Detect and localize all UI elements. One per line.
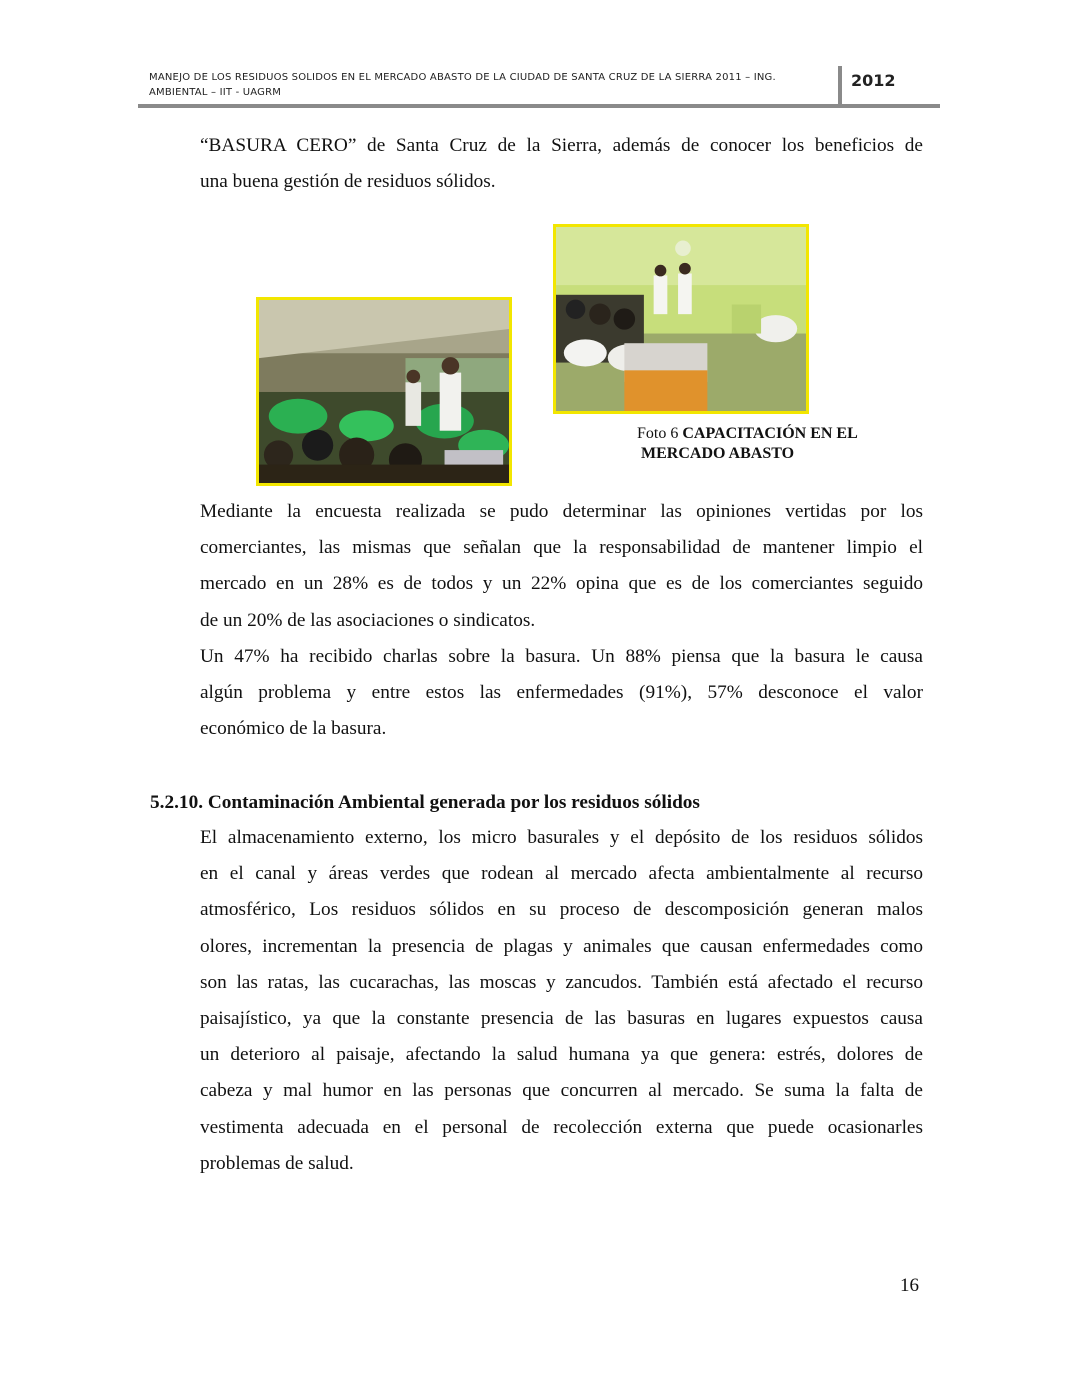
survey-line: mercado en un 28% es de todos y un 22% opina que es de los comerciantes seguido bbox=[200, 573, 923, 595]
intro-line: una buena gestión de residuos sólidos. bbox=[200, 171, 496, 193]
header-year: 2012 bbox=[851, 71, 896, 90]
header-rule bbox=[138, 104, 940, 108]
section-line: un deterioro al paisaje, afectando la salud humana ya que genera: estrés, dolores de bbox=[200, 1044, 923, 1066]
survey-line: de un 20% de las asociaciones o sindicatos. bbox=[200, 609, 536, 631]
section-line: cabeza y mal humor en las personas que concurren al mercado. Se suma la falta de bbox=[200, 1080, 923, 1102]
survey-line: Un 47% ha recibido charlas sobre la basura. Un 88% piensa que la basura le causa bbox=[200, 645, 923, 667]
section-line: son las ratas, las cucarachas, las moscas y zancudos. También está afectado el recurso bbox=[200, 971, 923, 993]
caption-prefix: Foto 6 bbox=[637, 425, 683, 442]
section-line: problemas de salud. bbox=[200, 1152, 354, 1174]
survey-line: algún problema y entre estos las enfermedades (91%), 57% desconoce el valor bbox=[200, 682, 923, 704]
page-number: 16 bbox=[900, 1275, 919, 1296]
photo-caption bbox=[637, 424, 917, 464]
caption-title-line2: MERCADO ABASTO bbox=[641, 445, 795, 462]
training-photo-left bbox=[256, 297, 512, 486]
header-title-line2: AMBIENTAL – IIT - UAGRM bbox=[149, 87, 282, 98]
header-divider bbox=[838, 66, 842, 108]
survey-line: económico de la basura. bbox=[200, 718, 387, 740]
survey-line: comerciantes, las mismas que señalan que la responsabilidad de mantener limpio el bbox=[200, 537, 923, 559]
section-line: paisajístico, ya que la constante presencia de las basuras en lugares expuestos causa bbox=[200, 1008, 923, 1030]
section-paragraph bbox=[200, 820, 923, 1182]
section-line: olores, incrementan la presencia de plagas y animales que causan enfermedades como bbox=[200, 935, 923, 957]
header-title-line1: MANEJO DE LOS RESIDUOS SOLIDOS EN EL MERCADO ABASTO DE LA CIUDAD DE SANTA CRUZ DE LA SIERRA 2011 – ING. bbox=[149, 72, 776, 83]
section-line: atmosférico, Los residuos sólidos en su proceso de descomposición generan malos bbox=[200, 899, 923, 921]
survey-line: Mediante la encuesta realizada se pudo determinar las opiniones vertidas por los bbox=[200, 501, 923, 522]
caption-title-line1: CAPACITACIÓN EN EL bbox=[682, 425, 858, 442]
survey-paragraph bbox=[200, 494, 923, 747]
intro-paragraph bbox=[200, 128, 923, 200]
section-line: vestimenta adecuada en el personal de recolección externa que puede ocasionarles bbox=[200, 1116, 923, 1138]
section-heading: 5.2.10. Contaminación Ambiental generada por los residuos sólidos bbox=[150, 792, 700, 813]
section-line: en el canal y áreas verdes que rodean al mercado afecta ambientalmente al recurso bbox=[200, 863, 923, 885]
section-line: El almacenamiento externo, los micro basurales y el depósito de los residuos sólidos bbox=[200, 827, 923, 848]
running-header bbox=[149, 70, 839, 100]
training-photo-right bbox=[553, 224, 809, 414]
intro-line: “BASURA CERO” de Santa Cruz de la Sierra, además de conocer los beneficios de bbox=[200, 135, 923, 156]
